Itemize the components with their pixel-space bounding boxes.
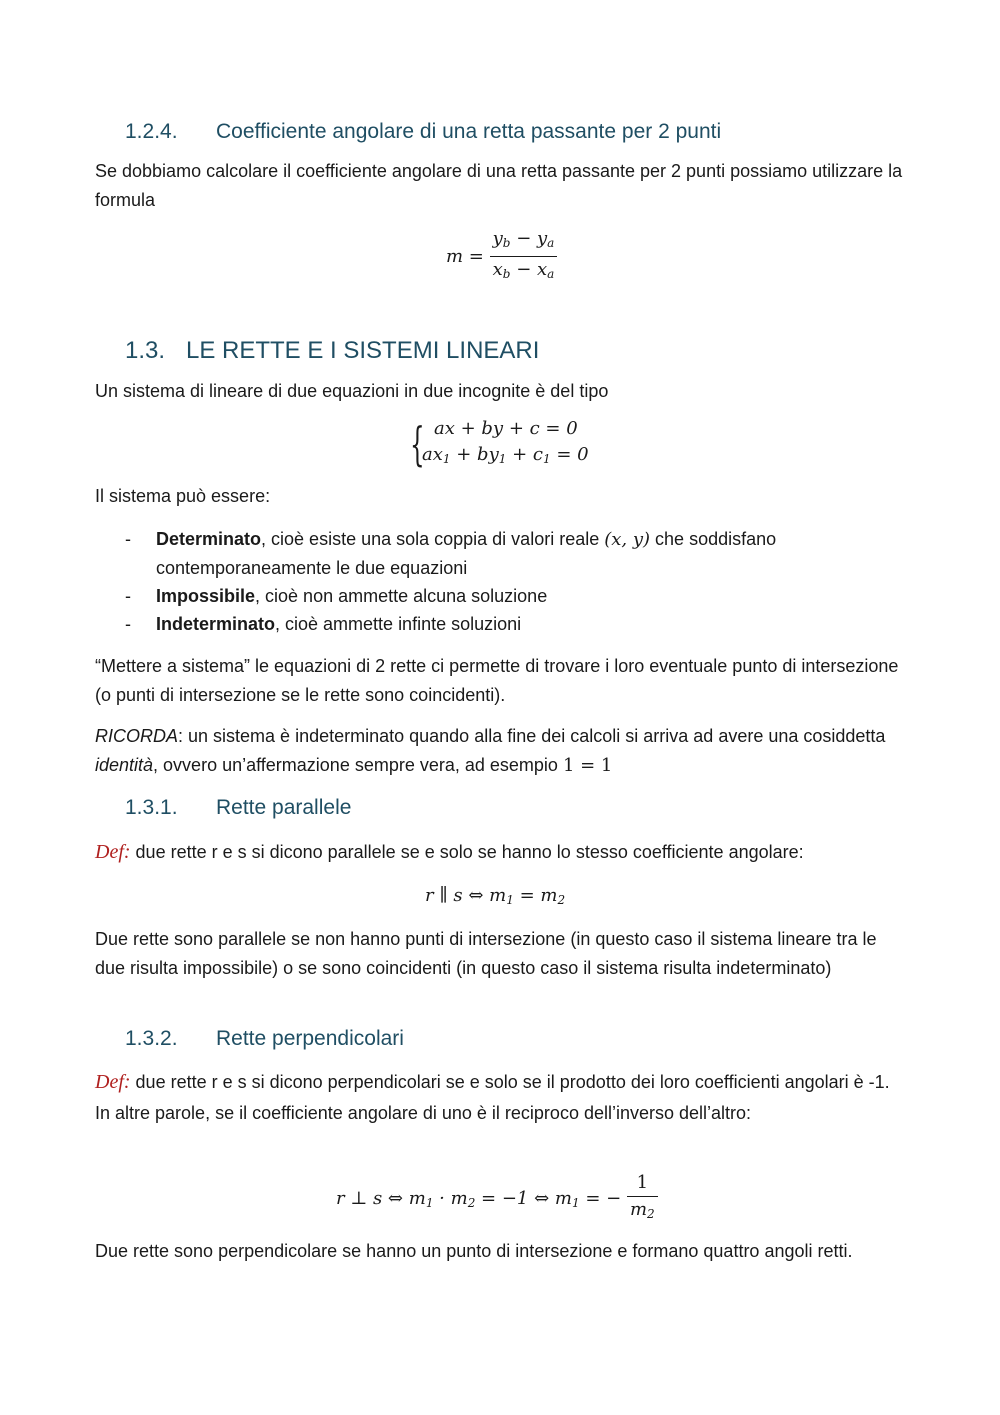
fraction-denominator: $x_b - x_a$ (492, 259, 555, 281)
heading-number: 1.3. (125, 337, 166, 364)
formula-parallel: r ∥ s ⇔ $m_1 = m_2$ (425, 885, 566, 907)
list-text: Impossibile, cioè non ammette alcuna soluzione (156, 586, 548, 606)
heading-1-2-4 (125, 120, 721, 144)
fraction-numerator: $y_b - y_a$ (490, 226, 558, 257)
definition-parallel: Def: due rette r e s si dicono parallele se e solo se hanno lo stesso coefficiente angolare: (95, 841, 804, 863)
formula-slope (446, 226, 557, 287)
list-item-impossibile (95, 582, 905, 610)
heading-title: Rette parallele (216, 796, 352, 819)
paragraph-ricorda: RICORDA: un sistema è indeterminato quando alla fine dei calcoli si arriva ad avere una cosiddetta identità, ovvero un’affermazione sempre vera, ad esempio 1 = 1 (95, 726, 886, 776)
list-item-determinato (95, 525, 905, 581)
paragraph-perpendicular: Due rette sono perpendicolare se hanno un punto di intersezione e formano quattro angoli retti. (95, 1241, 853, 1261)
system-brace: { (410, 417, 425, 471)
system-eq2: $ax_1 + by_1 + c_1 = 0$ (422, 444, 589, 466)
fraction (627, 1170, 658, 1227)
heading-1-3-1 (125, 796, 351, 820)
paragraph-system-intro: Un sistema di lineare di due equazioni in due incognite è del tipo (95, 381, 609, 401)
fraction-denominator: $m_2$ (629, 1199, 655, 1221)
list-text: Determinato, cioè esiste una sola coppia di valori reale (x, y) che soddisfano contemporaneamente le due equazioni (156, 529, 777, 578)
heading-number: 1.3.2. (125, 1027, 178, 1050)
formula-system (410, 418, 600, 474)
list-dash: - (125, 586, 131, 606)
heading-title: Coefficiente angolare di una retta passante per 2 punti (216, 120, 722, 143)
heading-number: 1.3.1. (125, 796, 178, 819)
paragraph-mettere-a-sistema: “Mettere a sistema” le equazioni di 2 rette ci permette di trovare i loro eventuale punto di intersezione (o punti di intersezione se le rette sono coincidenti). (95, 656, 899, 705)
heading-1-3 (125, 337, 539, 365)
system-eq1: ax + by + c = 0 (434, 418, 578, 439)
list-dash: - (125, 614, 131, 634)
fraction (490, 226, 558, 287)
heading-1-3-2 (125, 1027, 404, 1051)
formula-perpendicular: r ⊥ s ⇔ $m_1 \cdot m_2 = -1$ ⇔ $m_1$ = − $\frac{1}{m_2}$ (336, 1170, 658, 1227)
list-item-indeterminato (95, 610, 905, 638)
definition-perpendicular: Def: due rette r e s si dicono perpendicolari se e solo se il prodotto dei loro coefficienti angolari è -1. In altre parole, se il coefficiente angolare di uno è il reciproco dell’inverso dell’altro: (95, 1071, 890, 1123)
paragraph-parallel: Due rette sono parallele se non hanno punti di intersezione (in questo caso il sistema lineare tra le due risulta impossibile) o se sono coincidenti (in questo caso il sistema risulta indeterminato) (95, 929, 877, 978)
paragraph-formula-intro: Se dobbiamo calcolare il coefficiente angolare di una retta passante per 2 punti possiamo utilizzare la formula (95, 161, 903, 210)
list-dash: - (125, 529, 131, 549)
list-text: Indeterminato, cioè ammette infinte soluzioni (156, 614, 522, 634)
def-label: Def: (95, 841, 131, 863)
def-label: Def: (95, 1071, 131, 1093)
heading-number: 1.2.4. (125, 120, 178, 143)
paragraph-system-cases: Il sistema può essere: (95, 486, 271, 506)
heading-title: LE RETTE E I SISTEMI LINEARI (186, 337, 540, 364)
fraction-numerator: 1 (627, 1170, 658, 1197)
formula-lhs: m = (446, 246, 484, 267)
heading-title: Rette perpendicolari (216, 1027, 404, 1050)
